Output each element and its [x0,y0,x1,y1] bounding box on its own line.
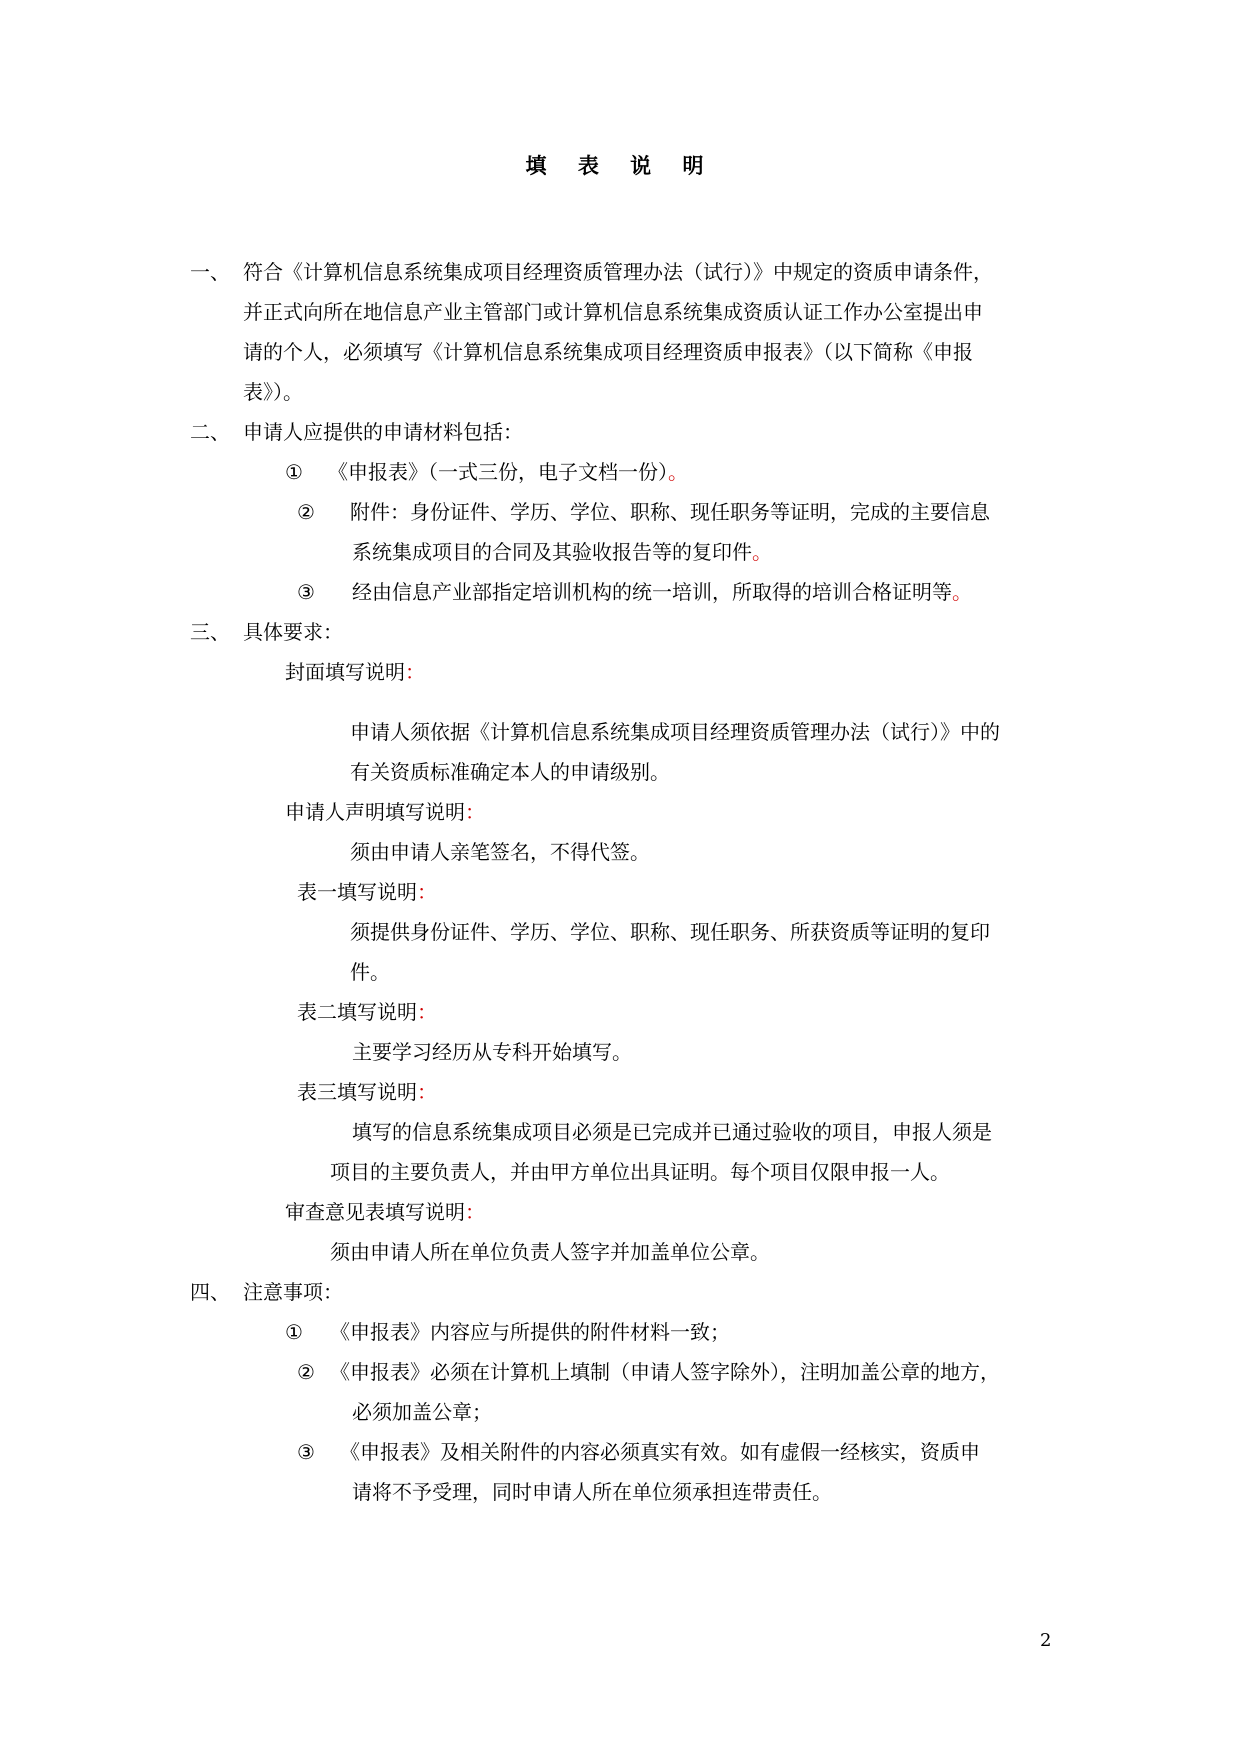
table-3-instructions-line-1: 填写的信息系统集成项目必须是已完成并已通过验收的项目，申报人须是 [352,1120,992,1144]
table-1-instructions-label [297,878,437,906]
section-1-number: 一、 [190,260,230,284]
table-3-label-text: 表三填写说明 [297,1080,417,1104]
review-instructions-text: 须由申请人所在单位负责人签字并加盖单位公章。 [330,1240,770,1264]
section-1-line-3: 请的个人，必须填写《计算机信息系统集成项目经理资质申报表》（以下简称《申报 [243,340,973,364]
declaration-instructions-text: 须由申请人亲笔签名，不得代签。 [350,840,650,864]
section-2-item-2-text2: 系统集成项目的合同及其验收报告等的复印件 [352,540,752,564]
cover-instructions-line-1: 申请人须依据《计算机信息系统集成项目经理资质管理办法（试行）》中的 [350,720,1000,744]
section-1-line-1: 符合《计算机信息系统集成项目经理资质管理办法（试行）》中规定的资质申请条件， [243,260,993,284]
section-2-item-1-text: 《申报表》（一式三份，电子文档一份） [328,460,668,484]
section-3-number: 三、 [190,620,230,644]
section-3-heading: 具体要求： [243,620,343,644]
cover-instructions-label [285,658,425,686]
declaration-label-colon: ： [465,800,485,824]
section-4-item-2-marker: ② [297,1360,315,1384]
section-2-item-3-text: 经由信息产业部指定培训机构的统一培训，所取得的培训合格证明等 [352,580,952,604]
section-1-line-4: 表》）。 [243,380,303,404]
declaration-label-text: 申请人声明填写说明 [285,800,465,824]
section-2-item-1-end: 。 [668,460,688,484]
table-1-label-colon: ： [417,880,437,904]
section-2-item-1 [328,458,688,486]
section-4-heading: 注意事项： [243,1280,343,1304]
declaration-instructions-label [285,798,485,826]
table-1-instructions-line-2: 件。 [350,960,390,984]
table-2-instructions-label [297,998,437,1026]
cover-label-colon: ： [405,660,425,684]
section-4-item-1-text: 《申报表》内容应与所提供的附件材料一致； [330,1320,730,1344]
table-1-instructions-line-1: 须提供身份证件、学历、学位、职称、现任职务、所获资质等证明的复印 [350,920,990,944]
section-2-item-1-marker: ① [285,460,303,484]
section-2-item-3-marker: ③ [297,580,315,604]
section-2-item-2-marker: ② [297,500,315,524]
section-1-line-2: 并正式向所在地信息产业主管部门或计算机信息系统集成资质认证工作办公室提出申 [243,300,983,324]
table-3-instructions-label [297,1078,437,1106]
cover-label-text: 封面填写说明 [285,660,405,684]
section-4-item-2-line-2: 必须加盖公章； [352,1400,492,1424]
table-2-label-text: 表二填写说明 [297,1000,417,1024]
section-4-item-2-line-1: 《申报表》必须在计算机上填制（申请人签字除外），注明加盖公章的地方， [330,1360,1000,1384]
section-4-item-1-marker: ① [285,1320,303,1344]
review-label-colon: ： [465,1200,485,1224]
section-2-item-2-line-1: 附件：身份证件、学历、学位、职称、现任职务等证明，完成的主要信息 [350,500,990,524]
review-instructions-label [285,1198,485,1226]
table-2-label-colon: ： [417,1000,437,1024]
section-4-item-3-marker: ③ [297,1440,315,1464]
section-4-item-3-line-1: 《申报表》及相关附件的内容必须真实有效。如有虚假一经核实，资质申 [340,1440,980,1464]
page-number: 2 [1040,1630,1052,1651]
section-4-number: 四、 [190,1280,230,1304]
section-2-item-3 [352,578,972,606]
review-label-text: 审查意见表填写说明 [285,1200,465,1224]
section-2-number: 二、 [190,420,230,444]
section-2-item-2-end: 。 [752,540,772,564]
page-title: 填 表 说 明 [525,153,716,178]
section-2-heading: 申请人应提供的申请材料包括： [243,420,523,444]
section-2-item-2-line-2 [352,538,772,566]
cover-instructions-line-2: 有关资质标准确定本人的申请级别。 [350,760,670,784]
section-4-item-3-line-2: 请将不予受理，同时申请人所在单位须承担连带责任。 [352,1480,832,1504]
table-3-label-colon: ： [417,1080,437,1104]
table-1-label-text: 表一填写说明 [297,880,417,904]
table-3-instructions-line-2: 项目的主要负责人，并由甲方单位出具证明。每个项目仅限申报一人。 [330,1160,950,1184]
section-2-item-3-end: 。 [952,580,972,604]
table-2-instructions-text: 主要学习经历从专科开始填写。 [352,1040,632,1064]
